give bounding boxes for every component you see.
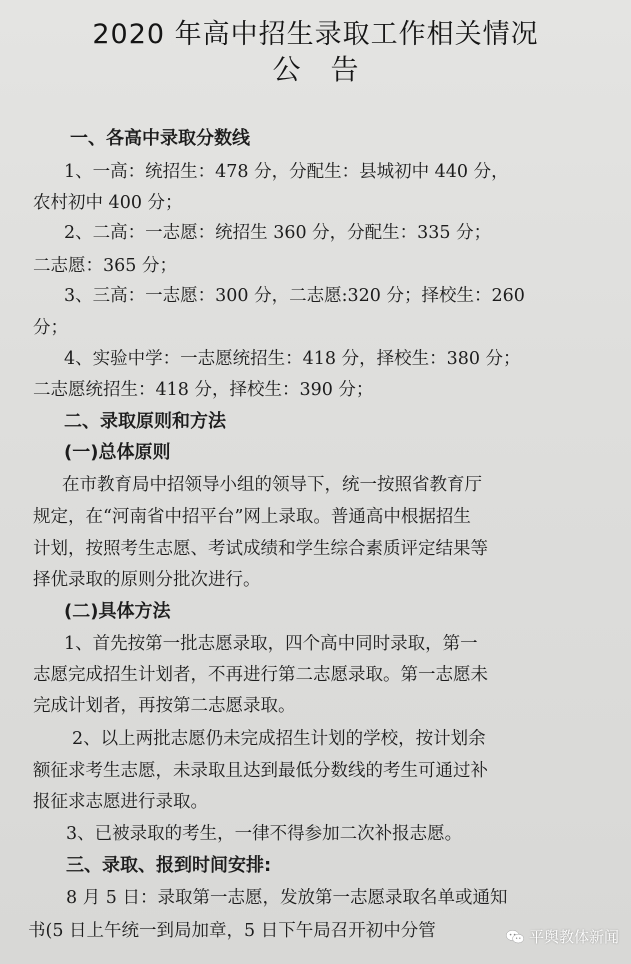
paragraph-line: 额征求考生志愿，未录取且达到最低分数线的考生可通过补 [33, 761, 488, 781]
watermark [505, 926, 619, 947]
section1-heading: 一、各高中录取分数线 [70, 128, 250, 149]
paragraph-line: 4、实验中学：一志愿统招生：418 分，择校生：380 分； [64, 349, 521, 369]
paragraph-line: 1、一高：统招生：478 分，分配生：县城初中 440 分， [64, 162, 509, 182]
paragraph-line: 1、首先按第一批志愿录取，四个高中同时录取，第一 [64, 634, 478, 654]
paragraph-line: 报征求志愿进行录取。 [33, 792, 208, 812]
notice-subtitle: 公告 [272, 53, 389, 86]
paragraph-line: 在市教育局中招领导小组的领导下，统一按照省教育厅 [62, 475, 482, 495]
paragraph-line: 2、二高：一志愿：统招生 360 分，分配生：335 分； [64, 223, 492, 243]
wechat-icon [505, 929, 525, 945]
paragraph-line: 2、以上两批志愿仍未完成招生计划的学校，按计划余 [72, 729, 486, 749]
watermark-text: 平舆教体新闻 [528, 928, 619, 946]
section2-sub1-heading: (一)总体原则 [64, 442, 171, 463]
paragraph-line: 志愿完成招生计划者，不再进行第二志愿录取。第一志愿未 [33, 665, 488, 685]
notice-title: 2020 年高中招生录取工作相关情况 [92, 19, 539, 50]
paragraph-line: 分； [33, 318, 68, 338]
paragraph-line: 计划，按照考生志愿、考试成绩和学生综合素质评定结果等 [33, 539, 488, 559]
section2-heading: 二、录取原则和方法 [64, 411, 226, 432]
paragraph-line: 二志愿统招生：418 分，择校生：390 分； [33, 380, 374, 400]
paragraph-line: 3、已被录取的考生，一律不得参加二次补报志愿。 [66, 824, 463, 844]
paragraph-line: 农村初中 400 分； [33, 193, 183, 213]
section3-heading: 三、录取、报到时间安排: [66, 855, 272, 876]
paragraph-line: 3、三高：一志愿：300 分，二志愿:320 分；择校生：260 [64, 286, 525, 306]
paragraph-line: 书(5 日上午统一到局加章，5 日下午局召开初中分管 [28, 921, 436, 941]
paragraph-line: 择优录取的原则分批次进行。 [33, 570, 261, 590]
paragraph-line: 完成计划者，再按第二志愿录取。 [33, 696, 296, 716]
paragraph-line: 规定，在“河南省中招平台”网上录取。普通高中根据招生 [33, 507, 471, 527]
section2-sub2-heading: (二)具体方法 [64, 601, 171, 622]
paragraph-line: 8 月 5 日：录取第一志愿，发放第一志愿录取名单或通知 [66, 888, 508, 908]
paragraph-line: 二志愿：365 分； [33, 256, 177, 276]
